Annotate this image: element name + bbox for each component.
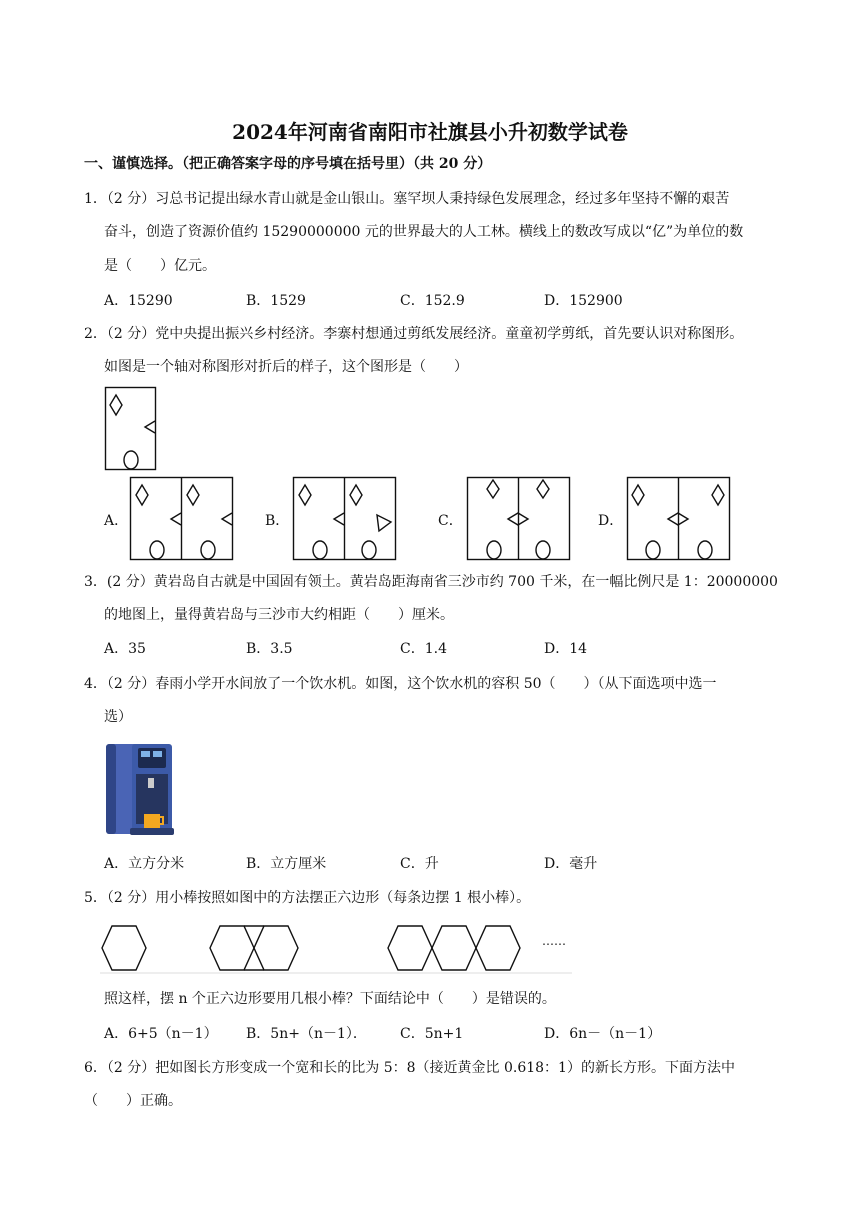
q3-line-2: 的地图上，量得黄岩岛与三沙市大约相距（ ）厘米。 [104,607,454,623]
q3-option-a: A．35 [104,641,146,657]
q3-line-1: 3．(2 分）黄岩岛自古就是中国固有领土。黄岩岛距海南省三沙市约 700 千米，在一幅比例尺是 1：20000000 [84,574,778,590]
q2-option-b-figure [293,477,397,561]
q1-option-b: B．1529 [246,293,306,309]
q4-line-2: 选） [104,709,132,725]
q5-option-d: D．6n－（n－1） [544,1026,662,1042]
q1-line-1: 1．（2 分）习总书记提出绿水青山就是金山银山。塞罕坝人秉持绿色发展理念，经过多年坚持不懈的艰苦 [84,191,730,207]
q6-line-1: 6．（2 分）把如图长方形变成一个宽和长的比为 5：8（接近黄金比 0.618：1）的新长方形。下面方法中 [84,1060,735,1076]
q1-option-d: D．152900 [544,293,623,309]
q3-option-b: B．3.5 [246,641,293,657]
q5-option-b: B．5n+（n－1）． [246,1026,367,1042]
q2-line-1: 2．（2 分）党中央提出振兴乡村经济。李寨村想通过剪纸发展经济。童童初学剪纸，首先要认识对称图形。 [84,326,744,342]
q4-option-c: C．升 [400,856,439,872]
q2-option-c-figure [467,477,571,561]
section-heading: 一、谨慎选择。（把正确答案字母的序号填在括号里）（共 20 分） [84,156,492,172]
q2-option-a-label: A． [104,513,129,529]
q5-option-a: A．6+5（n－1） [104,1026,218,1042]
q3-option-d: D．14 [544,641,588,657]
q2-option-c-label: C． [438,513,463,529]
q2-option-d-figure [627,477,731,561]
q2-option-b-label: B． [265,513,290,529]
q1-option-a: A．15290 [104,293,173,309]
q3-option-c: C．1.4 [400,641,447,657]
q1-option-c: C．152.9 [400,293,465,309]
q4-option-b: B．立方厘米 [246,856,327,872]
q4-option-a: A．立方分米 [104,856,185,872]
q2-option-a-figure [130,477,234,561]
q5-option-c: C．5n+1 [400,1026,464,1042]
q1-line-3: 是（ ）亿元。 [104,258,216,274]
q2-option-d-label: D． [598,513,624,529]
q2-folded-figure [105,387,157,471]
q5-line-2: 照这样，摆 n 个正六边形要用几根小棒？下面结论中（ ）是错误的。 [104,991,556,1007]
q5-line-1: 5．（2 分）用小棒按照如图中的方法摆正六边形（每条边摆 1 根小棒）。 [84,890,531,906]
q2-line-2: 如图是一个轴对称图形对折后的样子，这个图形是（ ） [104,359,468,375]
continuation-ellipsis: …… [542,934,566,948]
water-dispenser-icon [104,740,176,836]
hexagon-pattern-figure [100,920,574,974]
page-title: 2024年河南省南阳市社旗县小升初数学试卷 [232,120,628,144]
q1-line-2: 奋斗，创造了资源价值约 15290000000 元的世界最大的人工林。横线上的数改写成以“亿”为单位的数 [104,224,744,240]
q4-option-d: D．毫升 [544,856,598,872]
q6-line-2: （ ）正确。 [84,1093,182,1109]
q4-line-1: 4．（2 分）春雨小学开水间放了一个饮水机。如图，这个饮水机的容积 50（ ）（从下面选项中选一 [84,676,717,692]
